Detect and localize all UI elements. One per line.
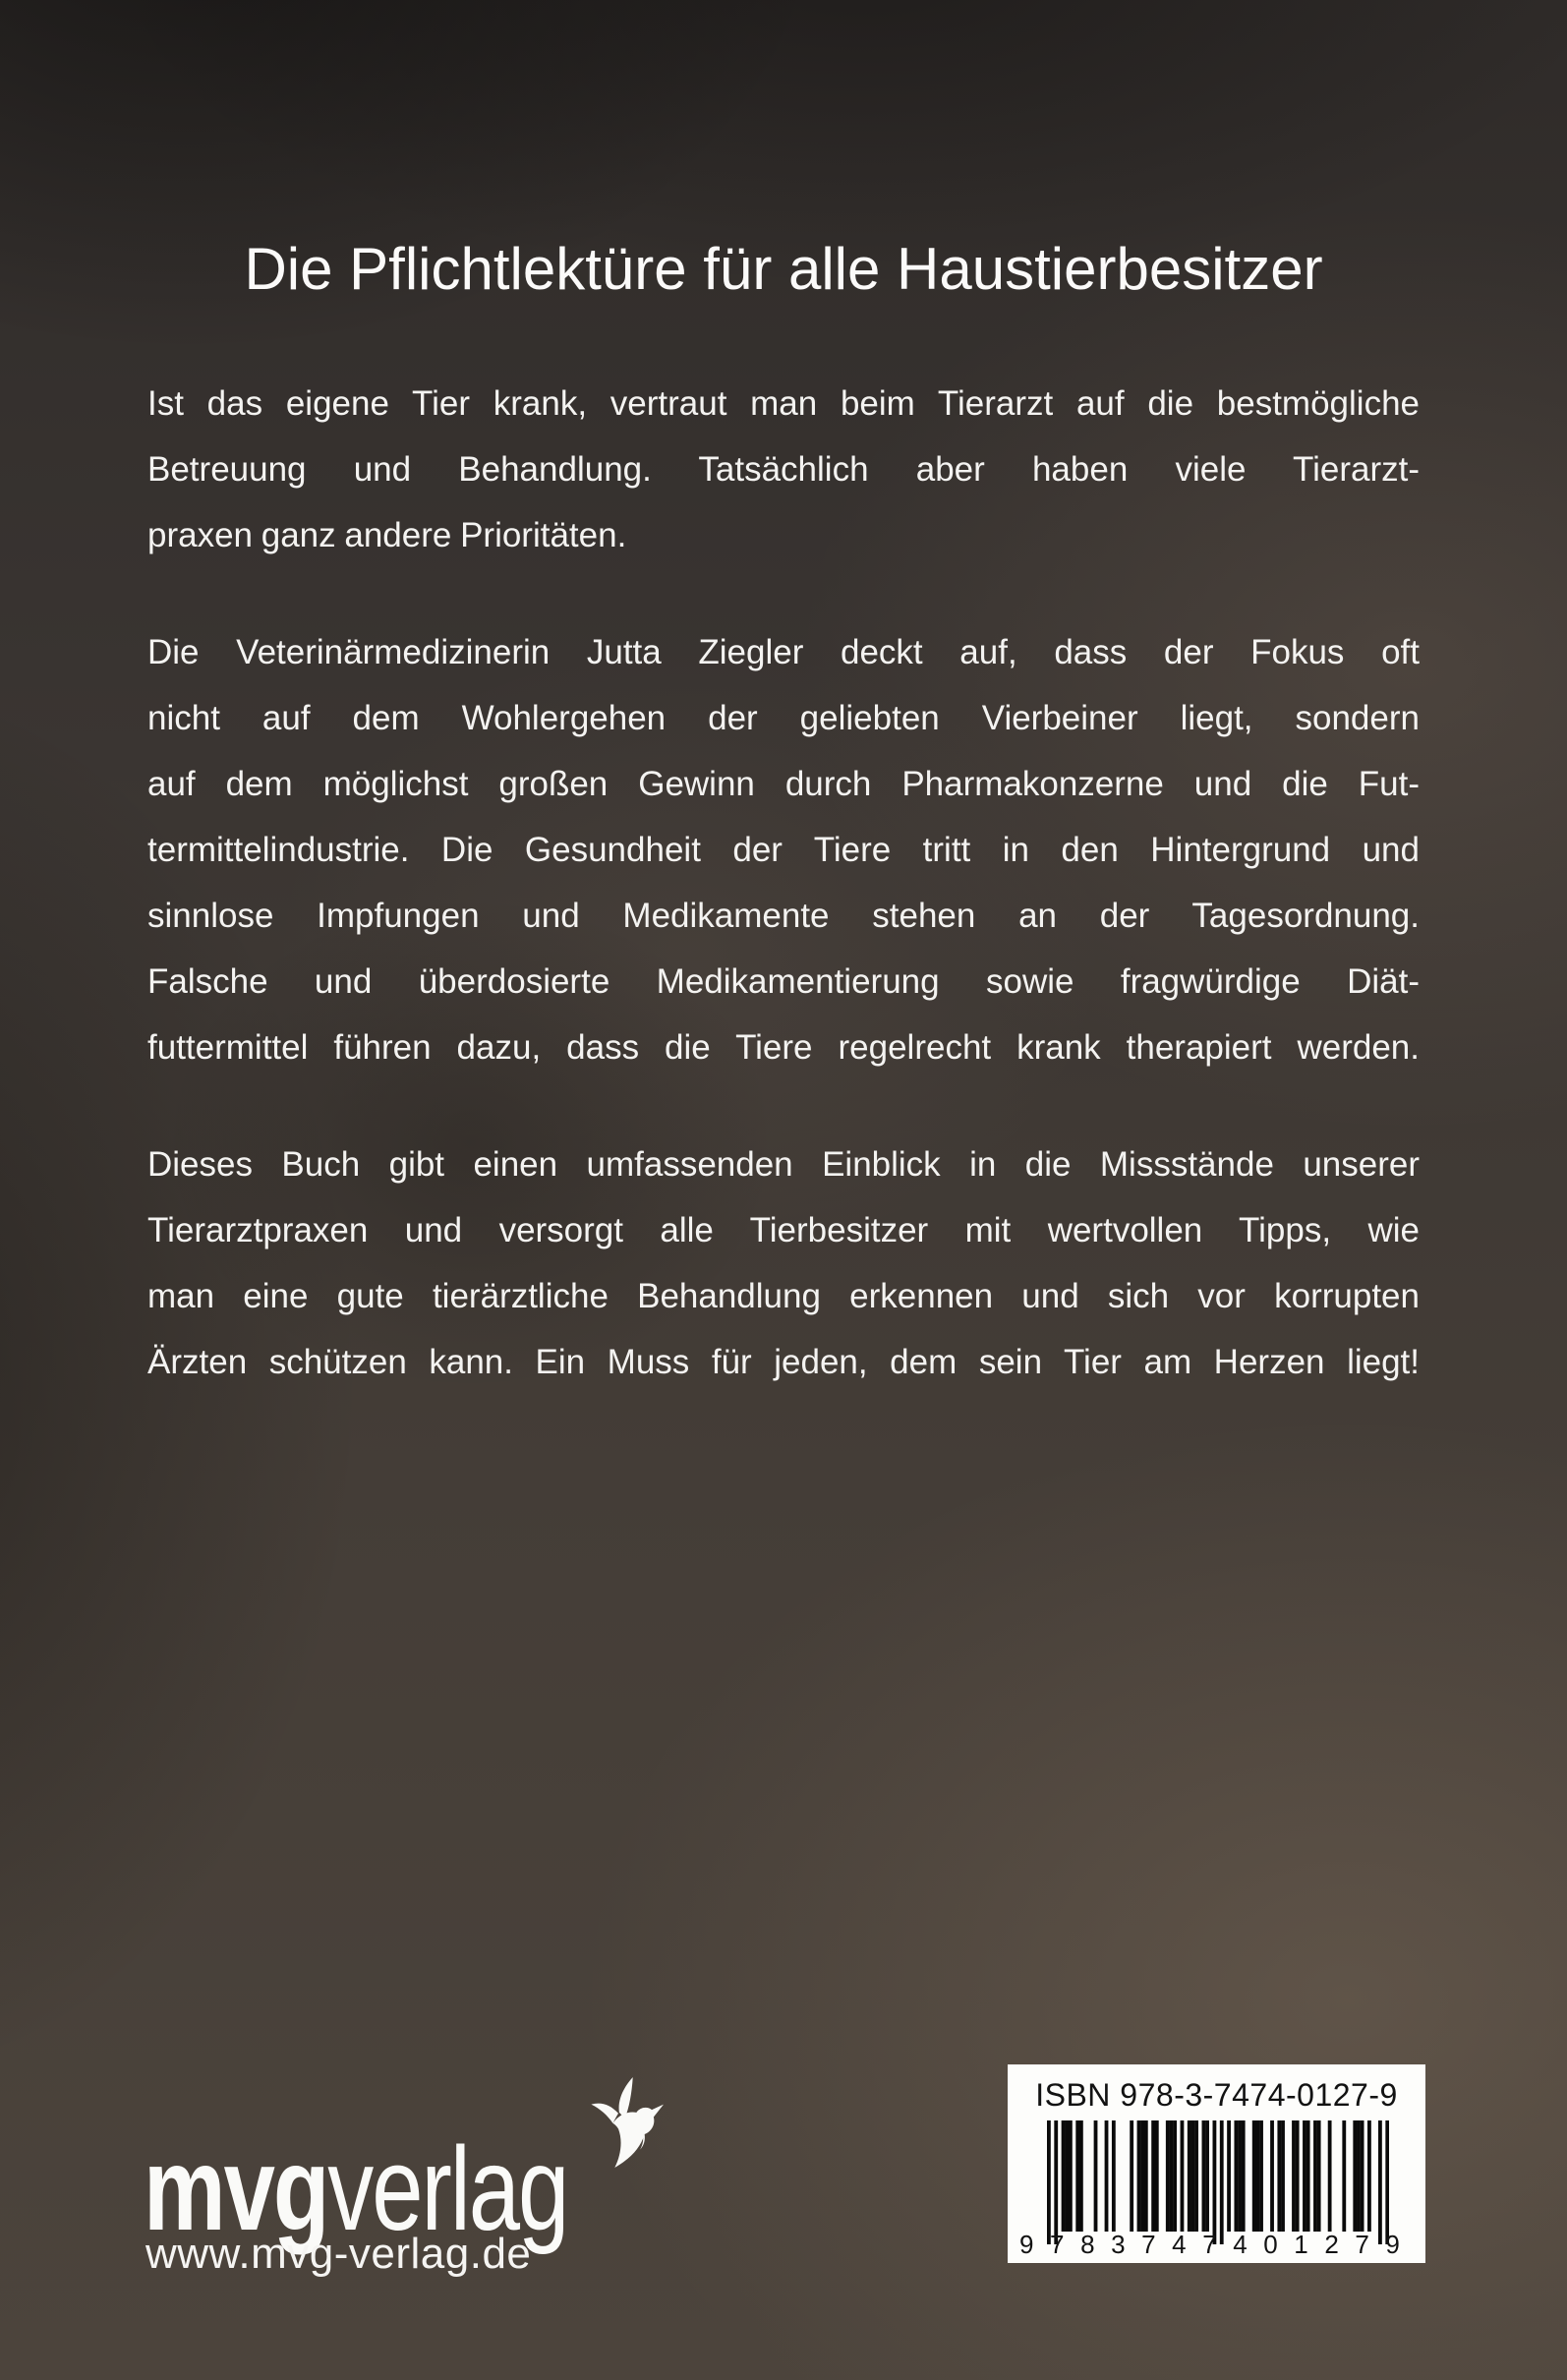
isbn-panel — [1008, 2064, 1425, 2263]
publisher-website: www.mvg-verlag.de — [145, 2230, 532, 2278]
barcode-digit: 7 — [1355, 2230, 1369, 2259]
barcode-digit: 8 — [1080, 2230, 1095, 2259]
barcode-digit: 9 — [1019, 2230, 1034, 2259]
ean13-barcode — [1047, 2120, 1389, 2244]
paragraph — [147, 619, 1420, 1080]
text-line: man eine gute tierärztliche Behandlung erkennen und sich vor korrupten — [147, 1277, 1420, 1315]
text-line: Falsche und überdosierte Medikamentierung sowie fragwürdige Diät- — [147, 962, 1420, 1001]
text-line: auf dem möglichst großen Gewinn durch Pharmakonzerne und die Fut- — [147, 765, 1420, 803]
headline: Die Pflichtlektüre für alle Haustierbesitzer — [244, 236, 1323, 302]
text-line: termittelindustrie. Die Gesundheit der Tiere tritt in den Hintergrund und — [147, 831, 1420, 869]
barcode-digit: 1 — [1294, 2230, 1308, 2259]
barcode-digit: 2 — [1324, 2230, 1339, 2259]
barcode-digit: 4 — [1233, 2230, 1248, 2259]
barcode-digit: 9 — [1385, 2230, 1400, 2259]
text-line: futtermittel führen dazu, dass die Tiere regelrecht krank therapiert werden. — [147, 1028, 1420, 1067]
text-line: nicht auf dem Wohlergehen der geliebten Vierbeiner liegt, sondern — [147, 699, 1420, 737]
barcode-digit: 4 — [1172, 2230, 1187, 2259]
text-line: Dieses Buch gibt einen umfassenden Einblick in die Missstände unserer — [147, 1145, 1420, 1184]
barcode-digit: 3 — [1111, 2230, 1126, 2259]
publisher-logo-light: verlag — [327, 2122, 568, 2255]
text-line: Betreuung und Behandlung. Tatsächlich aber haben viele Tierarzt- — [147, 450, 1420, 489]
text-line: Ist das eigene Tier krank, vertraut man beim Tierarzt auf die bestmögliche — [147, 384, 1420, 423]
text-line: Ärzten schützen kann. Ein Muss für jeden, dem sein Tier am Herzen liegt! — [147, 1343, 1420, 1381]
isbn-number: ISBN 978-3-7474-0127-9 — [1035, 2077, 1398, 2113]
text-line: Die Veterinärmedizinerin Jutta Ziegler deckt auf, dass der Fokus oft — [147, 633, 1420, 671]
text-line: praxen ganz andere Prioritäten. — [147, 516, 627, 554]
text-line: sinnlose Impfungen und Medikamente stehen an der Tagesordnung. — [147, 897, 1420, 935]
barcode-digit: 0 — [1263, 2230, 1278, 2259]
barcode-digit: 7 — [1202, 2230, 1217, 2259]
barcode-digit: 7 — [1050, 2230, 1065, 2259]
paragraph — [147, 371, 1420, 568]
hummingbird-icon — [573, 2074, 664, 2171]
back-cover-blurb — [147, 371, 1420, 1446]
barcode-digits — [1019, 2230, 1400, 2259]
paragraph — [147, 1132, 1420, 1395]
text-line: Tierarztpraxen und versorgt alle Tierbesitzer mit wertvollen Tipps, wie — [147, 1211, 1420, 1249]
barcode-digit: 7 — [1141, 2230, 1156, 2259]
publisher-logo-bold: mvg — [144, 2122, 328, 2255]
